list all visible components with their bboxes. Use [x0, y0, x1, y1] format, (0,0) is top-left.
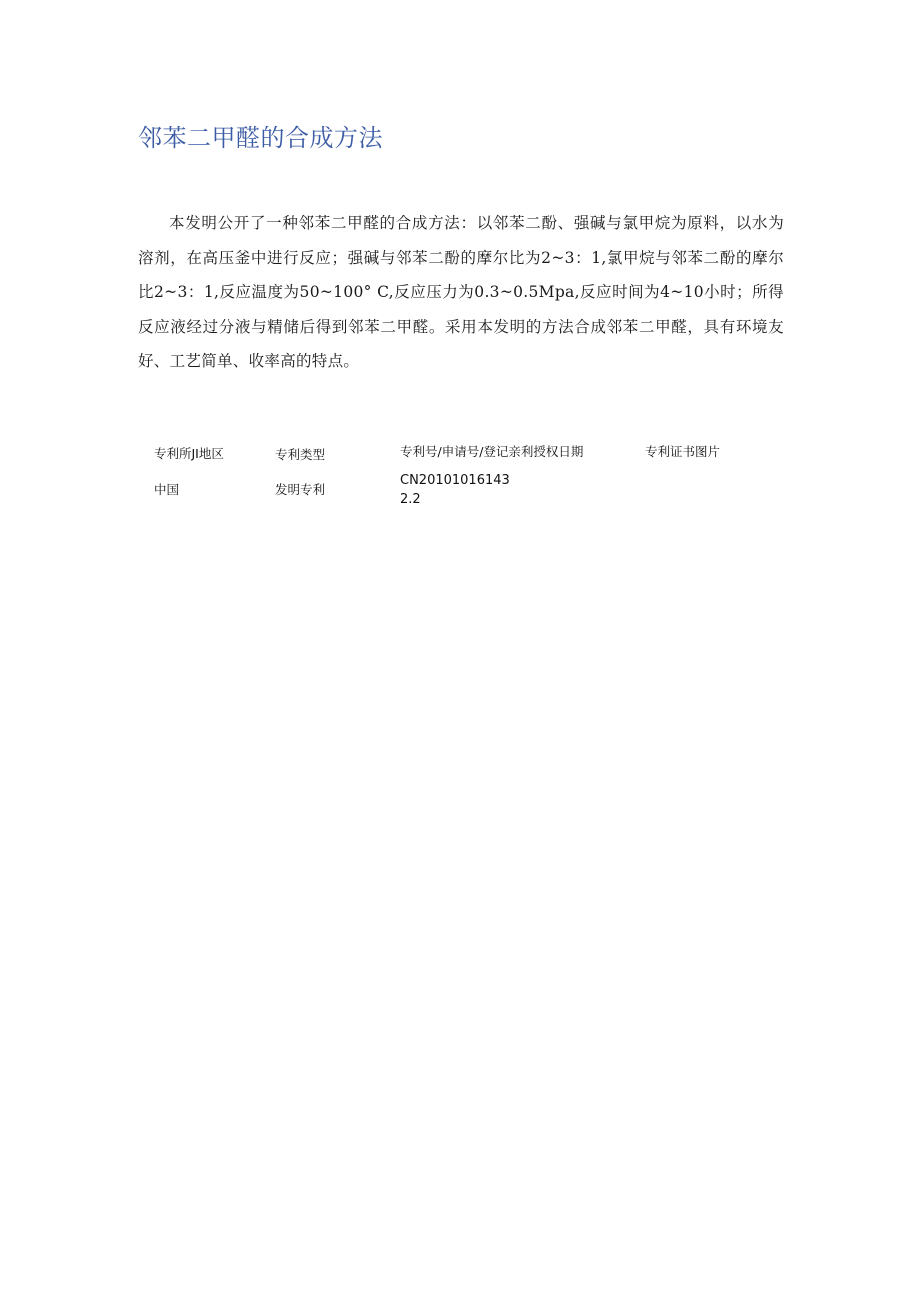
header-region: 专利所JI地区: [154, 446, 224, 461]
cell-patent-type: 发明专利: [275, 482, 326, 497]
cell-region: 中国: [154, 482, 180, 497]
header-patent-type: 专利类型: [275, 447, 326, 462]
header-certificate-image: 专利证书图片: [645, 444, 721, 459]
cell-patent-number: CN201010161432.2: [400, 473, 510, 507]
document-title: 邻苯二甲醛的合成方法: [138, 124, 383, 152]
abstract-paragraph: 本发明公开了一种邻苯二甲醛的合成方法：以邻苯二酚、强碱与氯甲烷为原料，以水为溶剂，在高压釜中进行反应；强碱与邻苯二酚的摩尔比为2~3：1,氯甲烷与邻苯二酚的摩尔比2~3：1,反应温度为50~100° C,反应压力为0.3~0.5Mpa,反应时间为4~10小时；所得反应液经过分液与精储后得到邻苯二甲醛。采用本发明的方法合成邻苯二甲醛，具有环境友好、工艺简单、收率高的特点。: [138, 214, 784, 370]
header-patent-number: 专利号/申请号/登记亲利授权日期: [400, 444, 584, 459]
